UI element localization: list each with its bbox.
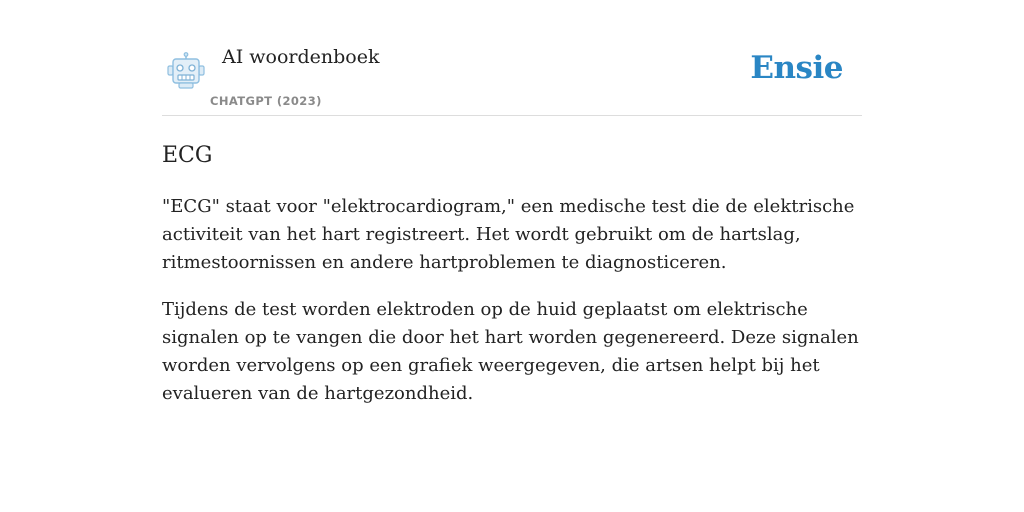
entry-term: ECG	[162, 143, 213, 168]
definition-paragraph: "ECG" staat voor "elektrocardiogram," een medische test die de elektrische activiteit van het hart registreert. Het wordt gebruikt om de hartslag, ritmestoornissen en andere hartproblemen te diagnosticeren.	[162, 196, 855, 273]
definition-paragraph: Tijdens de test worden elektroden op de huid geplaatst om elektrische signalen op te vangen die door het hart worden gegenereerd. Deze signalen worden vervolgens op een grafiek weergegeven, die artsen helpt bij het evalueren van de hartgezondheid.	[162, 299, 859, 404]
dictionary-title: AI woordenboek	[222, 46, 380, 68]
robot-icon	[166, 52, 206, 90]
entry-header	[162, 36, 862, 116]
ensie-logo-link[interactable]: Ensie	[750, 50, 843, 86]
entry-card	[162, 36, 862, 408]
entry-definition	[162, 193, 862, 408]
source-label: CHATGPT (2023)	[210, 94, 322, 108]
